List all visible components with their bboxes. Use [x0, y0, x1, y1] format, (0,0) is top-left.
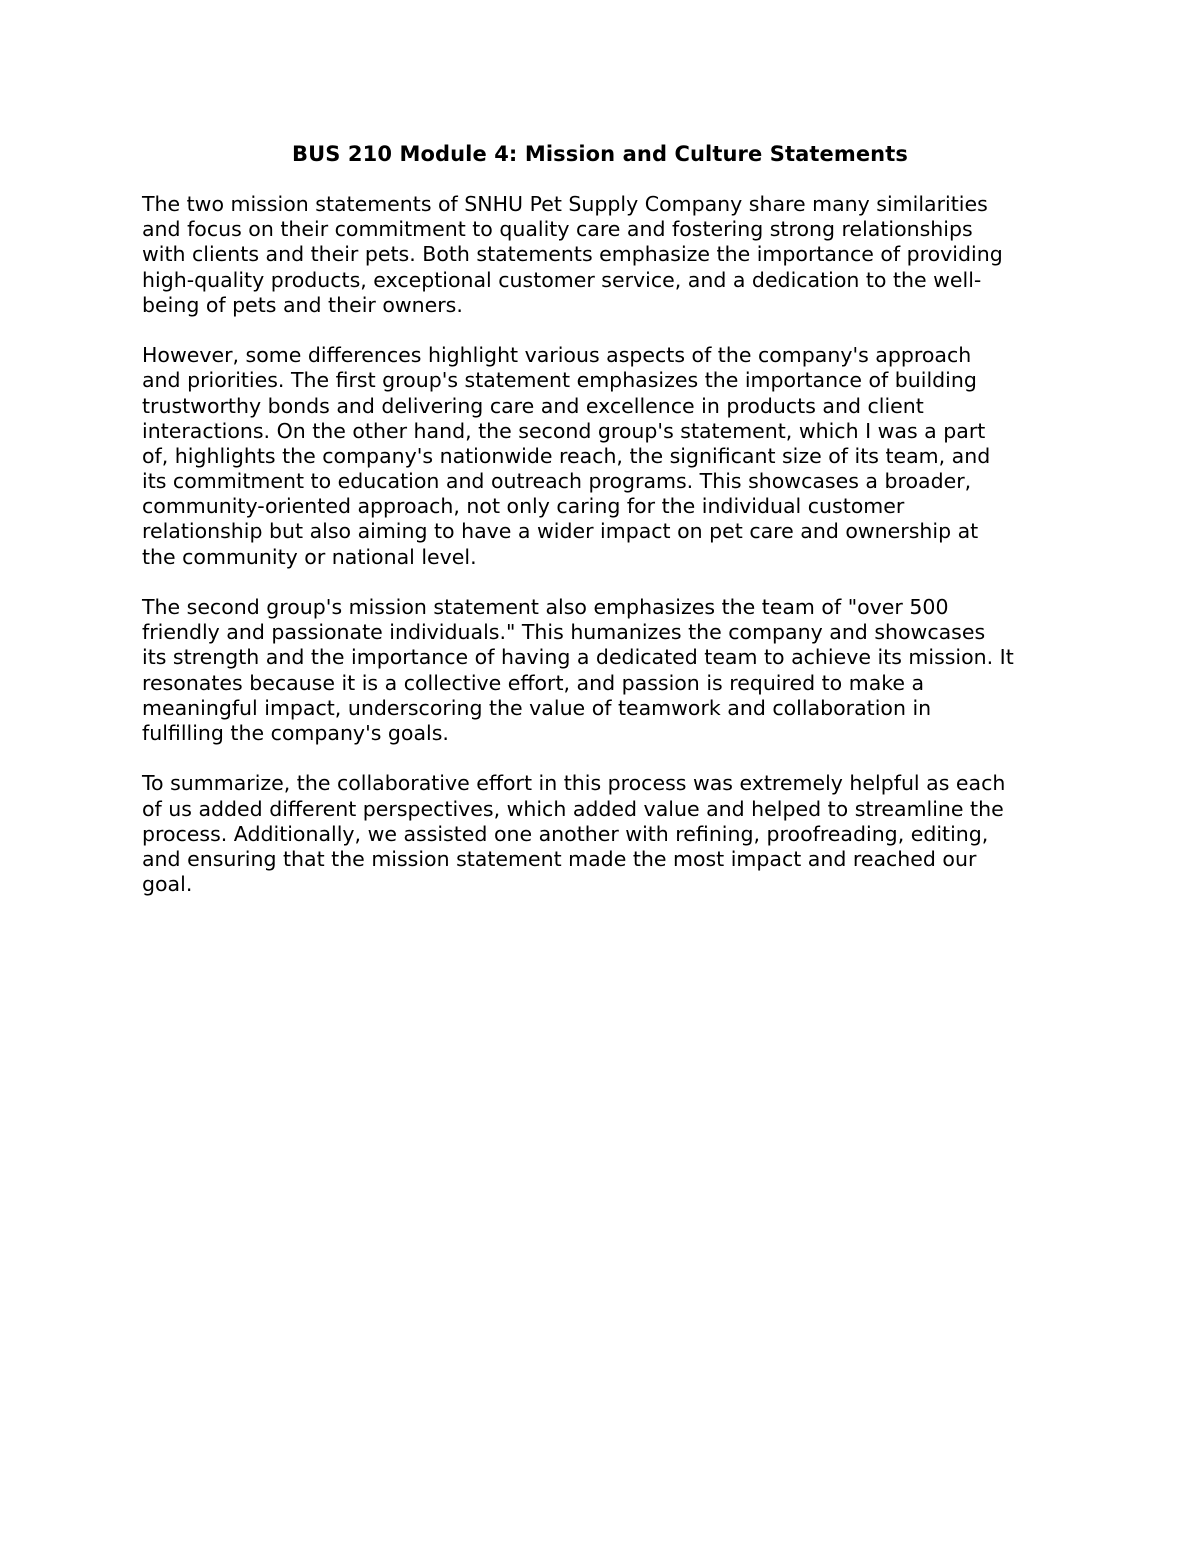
text-line: fulfilling the company's goals. — [142, 720, 449, 745]
text-line: of, highlights the company's nationwide reach, the significant size of its team, and — [142, 443, 991, 468]
text-line: of us added different perspectives, which added value and helped to streamline the — [142, 796, 1004, 821]
text-line: The two mission statements of SNHU Pet Supply Company share many similarities — [142, 192, 988, 216]
text-line: However, some differences highlight various aspects of the company's approach — [142, 343, 972, 368]
text-line: and ensuring that the mission statement made the most impact and reached our — [142, 846, 977, 871]
text-line: its commitment to education and outreach programs. This showcases a broader, — [142, 469, 972, 494]
text-line: the community or national level. — [142, 544, 477, 569]
text-line: resonates because it is a collective effort, and passion is required to make a — [142, 670, 925, 695]
text-line: and focus on their commitment to quality care and fostering strong relationships — [142, 217, 973, 242]
text-line: trustworthy bonds and delivering care and excellence in products and client — [142, 393, 924, 418]
paragraph-summary — [142, 771, 1067, 897]
text-line: relationship but also aiming to have a wider impact on pet care and ownership at — [142, 519, 979, 544]
text-line: meaningful impact, underscoring the value of teamwork and collaboration in — [142, 695, 932, 720]
text-line: and priorities. The first group's statement emphasizes the importance of building — [142, 368, 977, 393]
text-line: To summarize, the collaborative effort in this process was extremely helpful as each — [142, 771, 1006, 796]
text-line: The second group's mission statement also emphasizes the team of "over 500 — [142, 595, 949, 619]
text-line: friendly and passionate individuals." This humanizes the company and showcases — [142, 620, 986, 645]
text-line: community-oriented approach, not only caring for the individual customer — [142, 494, 905, 519]
paragraph-differences — [142, 343, 1067, 570]
text-line: interactions. On the other hand, the second group's statement, which I was a part — [142, 418, 986, 443]
document-title: BUS 210 Module 4: Mission and Culture Statements — [292, 142, 908, 166]
text-line: being of pets and their owners. — [142, 292, 463, 317]
text-line: process. Additionally, we assisted one another with refining, proofreading, editing, — [142, 821, 989, 846]
text-line: with clients and their pets. Both statements emphasize the importance of providing — [142, 242, 1003, 267]
paragraph-similarities — [142, 192, 1067, 318]
text-line: its strength and the importance of having a dedicated team to achieve its mission. It — [142, 645, 1014, 670]
document-body — [142, 192, 1067, 922]
paragraph-team — [142, 595, 1067, 746]
text-line: high-quality products, exceptional customer service, and a dedication to the well- — [142, 267, 982, 292]
text-line: goal. — [142, 872, 193, 897]
